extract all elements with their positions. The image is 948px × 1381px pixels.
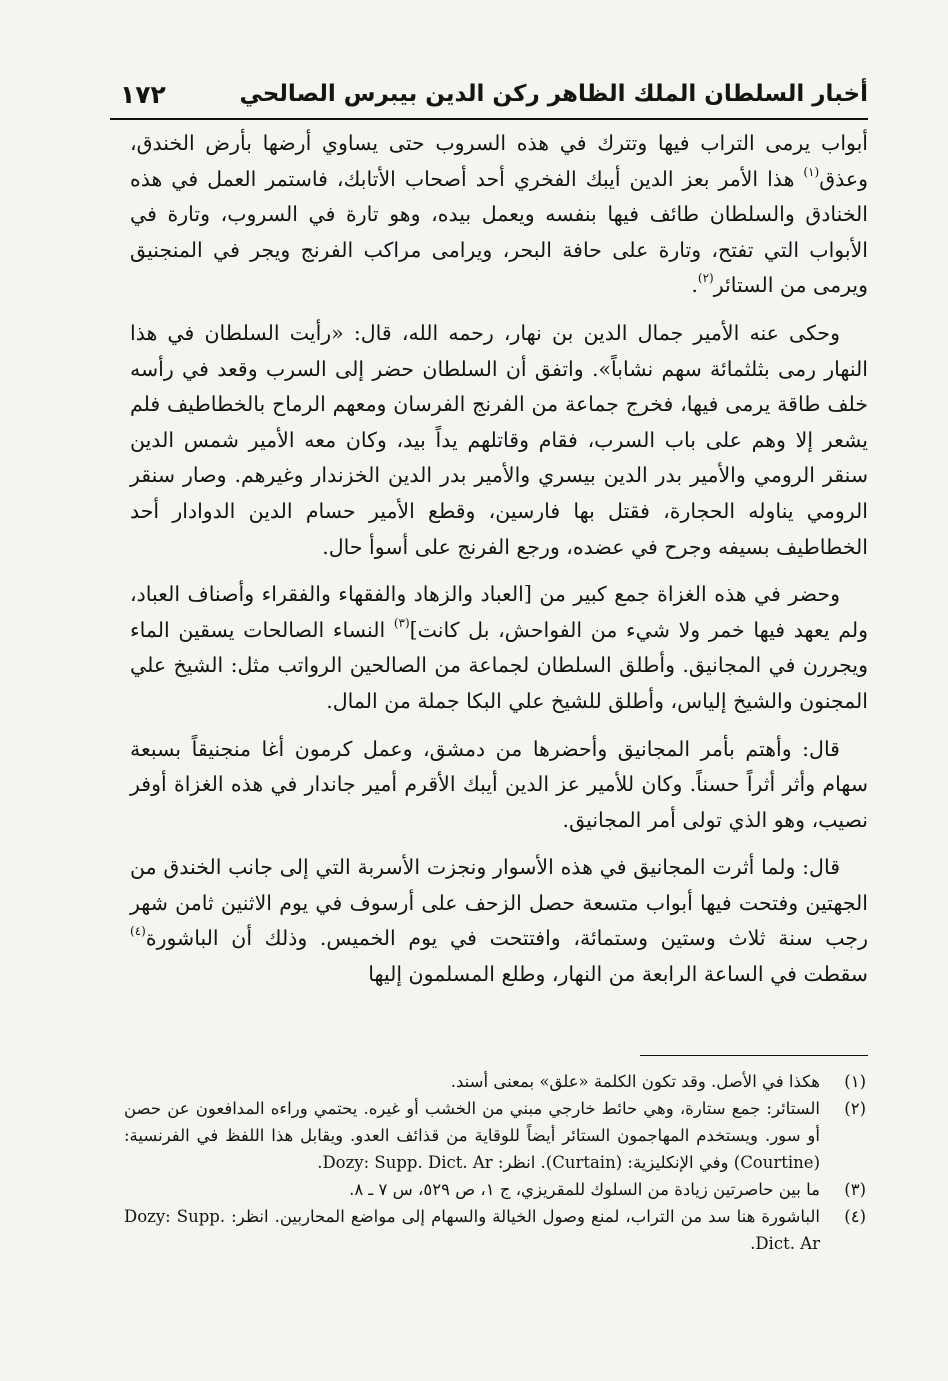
- paragraph-5-part-b: سقطت في الساعة الرابعة من النهار، وطلع المسلمون إليها: [368, 962, 868, 987]
- paragraph-1-part-a: أبواب يرمى التراب فيها وتترك في هذه السروب حتى يساوي أرضها بأرض الخندق، وعذق: [130, 131, 868, 191]
- footnote-text: الباشورة هنا سد من التراب، لمنع وصول الخيالة والسهام إلى مواضع المحاربين. انظر: Dozy: Supp. Dict. Ar.: [124, 1207, 820, 1253]
- footnote-3: [124, 1176, 868, 1203]
- paragraph-1: [130, 126, 868, 304]
- running-title: أخبار السلطان الملك الظاهر ركن الدين بيبرس الصالحي: [239, 81, 868, 107]
- footnote-text: ما بين حاصرتين زيادة من السلوك للمقريزي، ج ١، ص ٥٢٩، س ٧ ـ ٨.: [349, 1180, 820, 1199]
- page-number: ١٧٢: [120, 79, 166, 109]
- paragraph-4: قال: وأهتم بأمر المجانيق وأحضرها من دمشق، وعمل كرمون أغا منجنيقاً بسبعة سهام وأثر أثراً حسناً. وكان للأمير عز الدين أيبك الأقرم أمير جاندار في هذه الغزاة أوفر نصيب، وهو الذي تولى أمر المجانيق.: [130, 736, 868, 832]
- footnote-number: (٢): [844, 1099, 866, 1118]
- footnote-1: [124, 1068, 868, 1095]
- footnote-2: [124, 1095, 868, 1176]
- footnote-text: هكذا في الأصل. وقد تكون الكلمة «علق» بمعنى أسند.: [450, 1072, 820, 1091]
- paragraph-5: [130, 850, 868, 992]
- footnote-number: (٣): [844, 1180, 866, 1199]
- footnote-ref-3[interactable]: (٣): [393, 615, 410, 630]
- book-page: [110, 0, 868, 1381]
- footnote-ref-1[interactable]: (١): [803, 164, 820, 179]
- paragraph-3: [130, 577, 868, 719]
- footnote-ref-4[interactable]: (٤): [130, 924, 146, 939]
- footnote-4: [124, 1203, 868, 1257]
- main-text: [130, 126, 868, 1005]
- paragraph-3-part-b: النساء الصالحات يسقين الماء ويجررن في المجانيق. وأطلق السلطان لجماعة من الصالحين الرواتب مثل: الشيخ علي المجنون والشيخ إلياس، وأطلق للشيخ علي البكا جملة من المال.: [130, 617, 868, 713]
- paragraph-3-part-a: وحضر في هذه الغزاة جمع كبير من [العباد والزهاد والفقهاء والفقراء وأصناف العباد، ولم يعهد فيها خمر ولا شيء من الفواحش، بل كانت]: [130, 582, 868, 642]
- paragraph-2: وحكى عنه الأمير جمال الدين بن نهار، رحمه الله، قال: «رأيت السلطان في هذا النهار رمى بثلثمائة سهم نشاباً». واتفق أن السلطان حضر إلى السرب وقعد في رأسه خلف طاقة يرمى فيها، فخرج جماعة من الفرنج الفرسان ومعهم الرماح بالخطاطيف فلم يشعر إلا وهم على باب السرب، فقام وقاتلهم يداً بيد، وكان معه الأمير شمس الدين سنقر الرومي والأمير بدر الدين بيسري والأمير بدر الدين الخزندار وغيرهم. وصار سنقر الرومي يناوله الحجارة، فقتل بها فارسين، وقطع الأمير حسام الدين الدوادار أحد الخطاطيف بسيفه وجرح في عضده، ورجع الفرنج على أسوأ حال.: [130, 320, 868, 559]
- paragraph-1-part-c: .: [691, 273, 698, 298]
- paragraph-1-part-b: هذا الأمر بعز الدين أيبك الفخري أحد أصحاب الأتابك، فاستمر العمل في هذه الخنادق والسلطان طائف فيها بنفسه ويعمل بيده، وهو تارة في السروب، وتارة في الأبواب التي تفتح، وتارة على حافة البحر، ويرامى مراكب الفرنج ويجر في المنجنيق ويرمى من الستائر: [130, 166, 868, 298]
- footnote-number: (١): [844, 1072, 866, 1091]
- footnote-number: (٤): [844, 1207, 866, 1226]
- footnote-text: الستائر: جمع ستارة، وهي حائط خارجي مبني من الخشب أو غيره. يحتمي وراءه المدافعون عن حصن أو سور. ويستخدم المهاجمون الستائر أيضاً للوقاية من قذائف العدو. ويقابل هذا اللفظ في الفرنسية: (Courtine) وفي الإنكليزية: (Curtain). انظر: Dozy: Supp. Dict. Ar.: [124, 1099, 821, 1172]
- footnote-ref-2[interactable]: (٢): [697, 271, 714, 286]
- page-header: [110, 74, 868, 114]
- header-rule: [110, 118, 868, 120]
- paragraph-5-part-a: قال: ولما أثرت المجانيق في هذه الأسوار ونجزت الأسربة التي إلى جانب الخندق من الجهتين وفتحت فيها أبواب متسعة حصل الزحف على أرسوف في يوم الاثنين ثامن شهر رجب سنة ثلاث وستين وستمائة، وافتتحت في يوم الخميس. وذلك أن الباشورة: [130, 855, 868, 951]
- footnotes: [124, 1068, 868, 1257]
- footnote-separator: [640, 1055, 868, 1056]
